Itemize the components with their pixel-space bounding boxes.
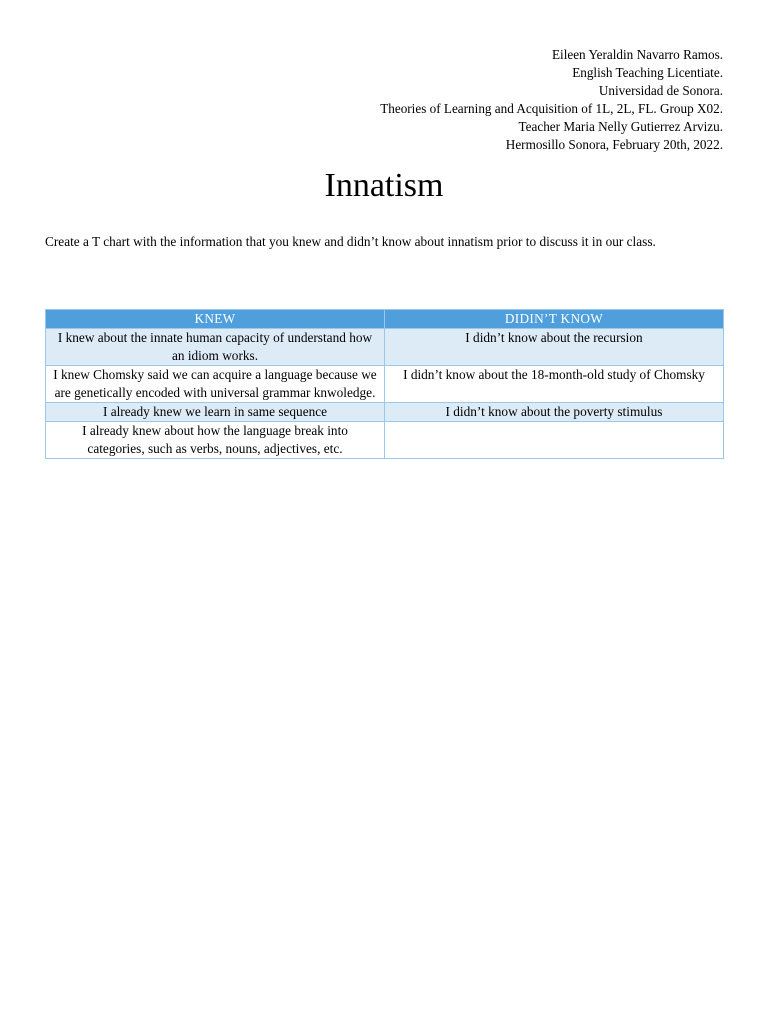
- place-date: Hermosillo Sonora, February 20th, 2022.: [505, 137, 723, 152]
- table-header-row: [46, 310, 724, 329]
- course-name: Theories of Learning and Acquisition of 1L, 2L, FL. Group X02.: [380, 101, 723, 116]
- teacher-name: Teacher Maria Nelly Gutierrez Arvizu.: [518, 119, 723, 134]
- knew-cell: I already knew we learn in same sequence: [46, 403, 385, 422]
- didnt-know-cell: I didn’t know about the 18-month-old study of Chomsky: [385, 366, 724, 403]
- table-row: [46, 403, 724, 422]
- column-header-knew: KNEW: [46, 310, 385, 329]
- university-name: Universidad de Sonora.: [598, 83, 723, 98]
- table-row: [46, 422, 724, 459]
- table-row: [46, 329, 724, 366]
- didnt-know-cell: I didn’t know about the poverty stimulus: [385, 403, 724, 422]
- knew-cell: I already knew about how the language break into categories, such as verbs, nouns, adjectives, etc.: [46, 422, 385, 459]
- knew-cell: I knew about the innate human capacity of understand how an idiom works.: [46, 329, 385, 366]
- knew-cell: I knew Chomsky said we can acquire a language because we are genetically encoded with universal grammar knwoledge.: [46, 366, 385, 403]
- didnt-know-cell: [385, 422, 724, 459]
- author-name: Eileen Yeraldin Navarro Ramos.: [551, 47, 723, 62]
- document-title: Innatism: [324, 167, 444, 204]
- column-header-didnt-know: DIDIN’T KNOW: [385, 310, 724, 329]
- author-header: [45, 46, 723, 154]
- t-chart-table: [45, 309, 724, 459]
- table-row: [46, 366, 724, 403]
- program-name: English Teaching Licentiate.: [572, 65, 723, 80]
- instructions-paragraph: Create a T chart with the information that you knew and didn’t know about innatism prior to discuss it in our class.: [45, 234, 656, 249]
- didnt-know-cell: I didn’t know about the recursion: [385, 329, 724, 366]
